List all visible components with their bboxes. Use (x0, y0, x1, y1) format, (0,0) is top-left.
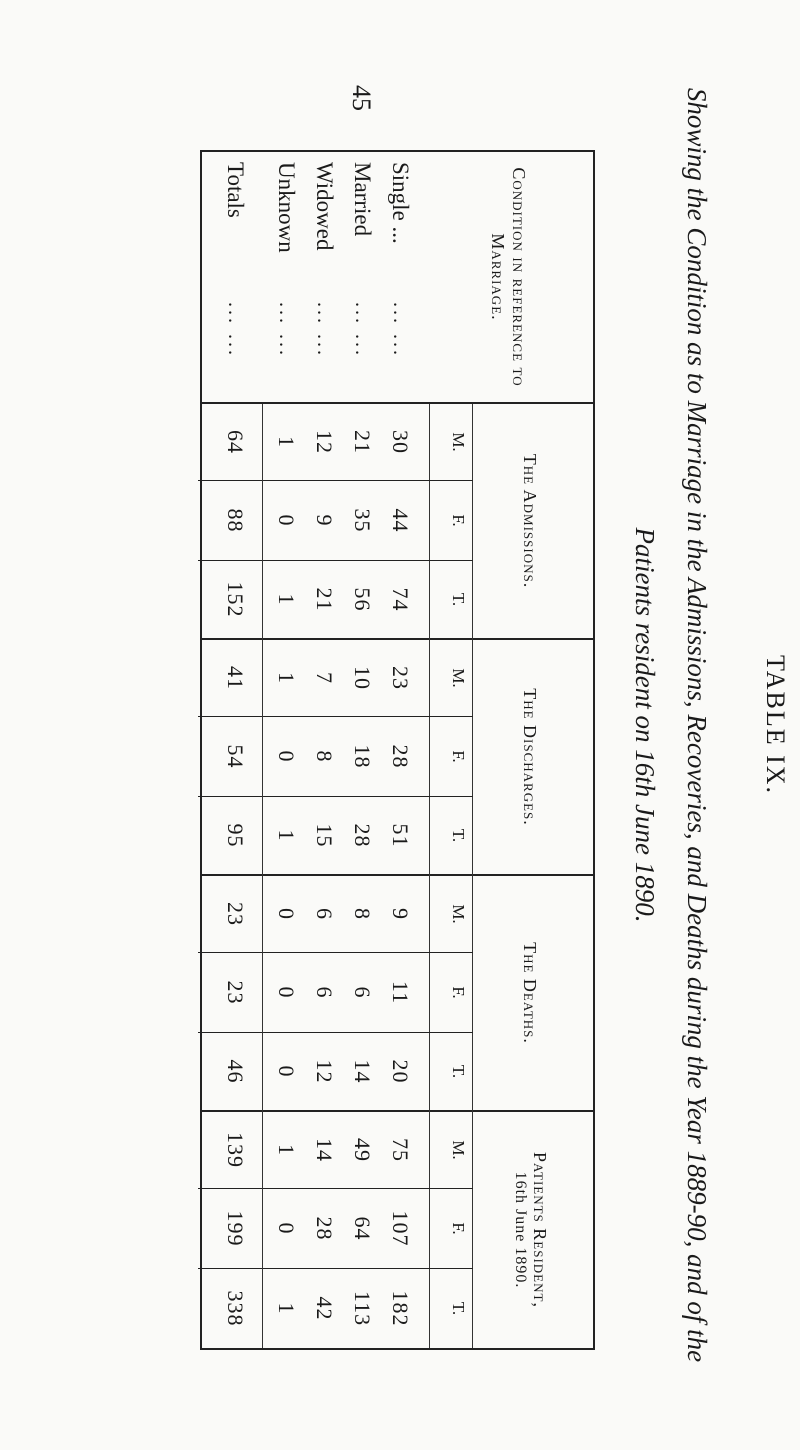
totals-row-leader-dots: ... ... (224, 302, 246, 358)
table-row-single-cell: 28 (388, 744, 413, 769)
condition-header (463, 162, 553, 392)
totals-row-cell: 199 (223, 1210, 248, 1247)
condition-header-line-2: Marriage. (488, 233, 508, 321)
col-head-admissions-m: M. (449, 432, 468, 452)
totals-row-cell: 23 (223, 902, 248, 926)
table-row-widowed-cell: 12 (312, 1059, 337, 1084)
totals-row-cell: 152 (223, 581, 248, 618)
group-title-patients-resident: Patients Resident, 16th June 1890. (511, 1152, 550, 1308)
table-row-widowed-cell: 6 (312, 908, 337, 920)
table-row-widowed-cell: 12 (312, 430, 337, 454)
col-head-discharges-f: F. (449, 750, 468, 763)
group-title-discharges: The Discharges. (520, 688, 541, 826)
table-row-married-cell: 64 (350, 1216, 375, 1241)
table-row-single-cell: 23 (388, 666, 413, 690)
table-row-unknown-cell: 0 (274, 750, 299, 763)
table-row-unknown-cell: 0 (274, 514, 299, 527)
table-row-married-cell: 56 (350, 587, 375, 612)
table-row-unknown-label: Unknown (274, 162, 299, 253)
group-title-admissions: The Admissions. (520, 453, 541, 589)
table-row-married-cell: 113 (350, 1290, 375, 1327)
col-head-resident-f: F. (449, 1222, 468, 1235)
table-row-married-cell: 6 (350, 986, 375, 999)
totals-row-cell: 41 (223, 666, 248, 690)
table-row-married-cell: 14 (350, 1059, 375, 1084)
totals-row-cell: 46 (223, 1059, 248, 1084)
table-row-single-cell: 75 (388, 1138, 413, 1162)
totals-row-cell: 139 (223, 1132, 248, 1168)
table-row-unknown-cell: 1 (274, 672, 299, 684)
totals-row-cell: 23 (223, 980, 248, 1005)
totals-rule (262, 404, 263, 1348)
table-row-widowed-cell: 15 (312, 823, 337, 848)
table-row-unknown-cell: 0 (274, 908, 299, 920)
col-head-resident-m: M. (449, 1140, 468, 1160)
table-row-married-cell: 10 (350, 666, 375, 690)
col-head-deaths-t: T. (449, 1064, 468, 1079)
table-row-married-cell: 18 (350, 744, 375, 769)
col-head-deaths-m: M. (449, 904, 468, 924)
table-row-unknown-cell: 1 (274, 829, 299, 842)
totals-row-cell: 95 (223, 823, 248, 848)
table-row-widowed-cell: 21 (312, 587, 337, 612)
table-row-married-cell: 49 (350, 1138, 375, 1162)
table-row-widowed-cell: 9 (312, 514, 337, 527)
totals-row-cell: 64 (223, 430, 248, 454)
col-head-resident-t: T. (449, 1301, 468, 1316)
table-row-single-label: Single ... (388, 162, 413, 244)
table-row-unknown-cell: 1 (274, 1302, 299, 1315)
table-row-single-cell: 30 (388, 430, 413, 454)
table-caption-line-2: Patients resident on 16th June 1890. (630, 527, 660, 923)
table-row-unknown-cell: 1 (274, 436, 299, 448)
table-row-single-cell: 44 (388, 508, 413, 533)
table-row-widowed-cell: 6 (312, 986, 337, 999)
table-caption-line-1: Showing the Condition as to Marriage in the Admissions, Recoveries, and Deaths during the Year 1889-90, and of the (682, 87, 712, 1363)
totals-row-label: Totals (223, 162, 248, 218)
table-row-single-cell: 182 (388, 1290, 413, 1327)
table-row-unknown-cell: 0 (274, 986, 299, 999)
marriage-condition-table (200, 150, 595, 1350)
col-head-deaths-f: F. (449, 986, 468, 999)
col-head-discharges-t: T. (449, 828, 468, 843)
table-row-single-cell: 74 (388, 587, 413, 612)
group-title-rule (472, 404, 473, 1348)
group-title-deaths: The Deaths. (520, 942, 541, 1044)
table-row-married-label: Married (350, 162, 375, 237)
condition-header-line-1: Condition in reference to (508, 167, 529, 387)
table-row-unknown-leader-dots: ... ... (275, 302, 297, 358)
totals-row-cell: 338 (223, 1290, 248, 1327)
table-row-widowed-cell: 28 (312, 1216, 337, 1241)
table-row-unknown-cell: 0 (274, 1065, 299, 1078)
table-label: TABLE IX. (761, 654, 790, 796)
col-head-admissions-f: F. (449, 514, 468, 527)
table-row-married-cell: 28 (350, 823, 375, 848)
table-row-widowed-cell: 8 (312, 750, 337, 763)
table-row-widowed-leader-dots: ... ... (313, 302, 335, 358)
table-row-unknown-cell: 1 (274, 593, 299, 606)
col-head-discharges-m: M. (449, 668, 468, 688)
table-row-married-leader-dots: ... ... (351, 302, 373, 358)
totals-row-cell: 54 (223, 744, 248, 769)
table-row-single-cell: 107 (388, 1210, 413, 1247)
table-row-widowed-label: Widowed (312, 162, 337, 251)
table-row-single-cell: 11 (388, 980, 413, 1005)
table-row-married-cell: 35 (350, 508, 375, 533)
totals-row-cell: 88 (223, 508, 248, 533)
table-row-married-cell: 8 (350, 908, 375, 920)
table-row-single-leader-dots: ... ... (389, 302, 411, 358)
table-row-widowed-cell: 7 (312, 672, 337, 684)
table-row-widowed-cell: 14 (312, 1138, 337, 1162)
table-row-unknown-cell: 1 (274, 1144, 299, 1156)
table-row-single-cell: 20 (388, 1059, 413, 1084)
page-number: 45 (347, 85, 376, 111)
table-row-widowed-cell: 42 (312, 1296, 337, 1321)
col-head-admissions-t: T. (449, 592, 468, 607)
table-row-single-cell: 9 (388, 908, 413, 920)
table-row-single-cell: 51 (388, 823, 413, 848)
table-row-married-cell: 21 (350, 430, 375, 454)
table-row-unknown-cell: 0 (274, 1222, 299, 1235)
